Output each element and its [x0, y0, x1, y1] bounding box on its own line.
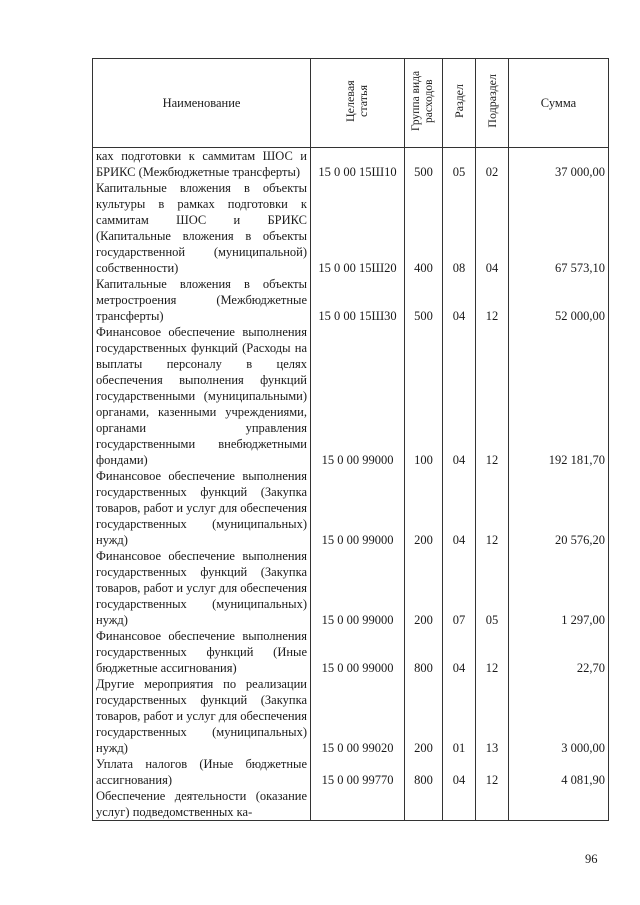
table-row [93, 468, 609, 548]
page-number: 96 [585, 852, 598, 866]
row-subsection: 12 [476, 324, 509, 468]
row-amount [509, 788, 609, 821]
row-target-article: 15 0 00 99000 [311, 548, 405, 628]
row-section: 08 [443, 180, 476, 276]
table-row [93, 756, 609, 788]
row-amount: 20 576,20 [509, 468, 609, 548]
header-subsection [476, 59, 509, 148]
header-name-label: Наименование [162, 96, 241, 110]
header-name [93, 59, 311, 148]
row-amount: 67 573,10 [509, 180, 609, 276]
table-row [93, 324, 609, 468]
row-target-article: 15 0 00 99020 [311, 676, 405, 756]
row-name: Капитальные вложения в объекты метростроения (Межбюджетные трансферты) [93, 276, 311, 324]
row-expense-group: 100 [405, 324, 443, 468]
header-section-label: Раздел [451, 84, 466, 118]
row-subsection: 04 [476, 180, 509, 276]
row-target-article [311, 788, 405, 821]
row-amount: 22,70 [509, 628, 609, 676]
budget-table [92, 58, 609, 821]
header-amount [509, 59, 609, 148]
row-name: Финансовое обеспечение выполнения государственных функций (Закупка товаров, работ и услуг для обеспечения государственных (муниципальных) нужд) [93, 468, 311, 548]
row-name: Обеспечение деятельности (оказание услуг) подведомственных ка- [93, 788, 311, 821]
row-name: Другие мероприятия по реализации государственных функций (Закупка товаров, работ и услуг для обеспечения государственных (муниципальных) нужд) [93, 676, 311, 756]
row-expense-group: 200 [405, 468, 443, 548]
row-amount: 3 000,00 [509, 676, 609, 756]
row-target-article: 15 0 00 99000 [311, 324, 405, 468]
row-expense-group: 200 [405, 676, 443, 756]
row-section: 05 [443, 148, 476, 181]
row-section: 04 [443, 756, 476, 788]
table-row [93, 788, 609, 821]
row-section: 04 [443, 276, 476, 324]
row-target-article: 15 0 00 15Ш30 [311, 276, 405, 324]
header-section [443, 59, 476, 148]
row-expense-group: 800 [405, 628, 443, 676]
row-subsection: 05 [476, 548, 509, 628]
row-name: Финансовое обеспечение выполнения государственных функций (Расходы на выплаты персоналу в целях обеспечения выполнения функций государственными (муниципальными) органами, казенными учреждениями, органами управления государственными внебюджетными фондами) [93, 324, 311, 468]
row-expense-group: 500 [405, 148, 443, 181]
row-expense-group [405, 788, 443, 821]
row-amount: 192 181,70 [509, 324, 609, 468]
row-section: 07 [443, 548, 476, 628]
row-section [443, 788, 476, 821]
table-row [93, 148, 609, 181]
header-expense-group [405, 59, 443, 148]
row-expense-group: 800 [405, 756, 443, 788]
row-amount: 37 000,00 [509, 148, 609, 181]
row-subsection [476, 788, 509, 821]
row-section: 01 [443, 676, 476, 756]
header-target-article-label: Целевая статья [342, 80, 370, 122]
header-amount-label: Сумма [540, 96, 577, 110]
header-expense-group-label: Группа вида расходов [409, 70, 435, 132]
row-subsection: 12 [476, 276, 509, 324]
row-expense-group: 400 [405, 180, 443, 276]
row-name: Уплата налогов (Иные бюджетные ассигнования) [93, 756, 311, 788]
row-expense-group: 500 [405, 276, 443, 324]
row-target-article: 15 0 00 15Ш20 [311, 180, 405, 276]
table-row [93, 676, 609, 756]
row-subsection: 12 [476, 756, 509, 788]
row-subsection: 02 [476, 148, 509, 181]
row-name: Финансовое обеспечение выполнения государственных функций (Закупка товаров, работ и услуг для обеспечения государственных (муниципальных) нужд) [93, 548, 311, 628]
row-name: Капитальные вложения в объекты культуры в рамках подготовки к саммитам ШОС и БРИКС (Капитальные вложения в объекты государственной (муниципальной) собственности) [93, 180, 311, 276]
row-section: 04 [443, 468, 476, 548]
row-amount: 52 000,00 [509, 276, 609, 324]
row-section: 04 [443, 628, 476, 676]
row-section: 04 [443, 324, 476, 468]
table-header-row [93, 59, 609, 148]
row-subsection: 12 [476, 628, 509, 676]
row-amount: 1 297,00 [509, 548, 609, 628]
row-target-article: 15 0 00 15Ш10 [311, 148, 405, 181]
table-row [93, 628, 609, 676]
row-name: ках подготовки к саммитам ШОС и БРИКС (Межбюджетные трансферты) [93, 148, 311, 181]
header-target-article [311, 59, 405, 148]
header-subsection-label: Подраздел [484, 74, 499, 128]
row-amount: 4 081,90 [509, 756, 609, 788]
table-row [93, 548, 609, 628]
row-target-article: 15 0 00 99770 [311, 756, 405, 788]
row-target-article: 15 0 00 99000 [311, 468, 405, 548]
table-row [93, 276, 609, 324]
row-expense-group: 200 [405, 548, 443, 628]
row-name: Финансовое обеспечение выполнения государственных функций (Иные бюджетные ассигнования) [93, 628, 311, 676]
row-subsection: 13 [476, 676, 509, 756]
table-row [93, 180, 609, 276]
row-subsection: 12 [476, 468, 509, 548]
row-target-article: 15 0 00 99000 [311, 628, 405, 676]
